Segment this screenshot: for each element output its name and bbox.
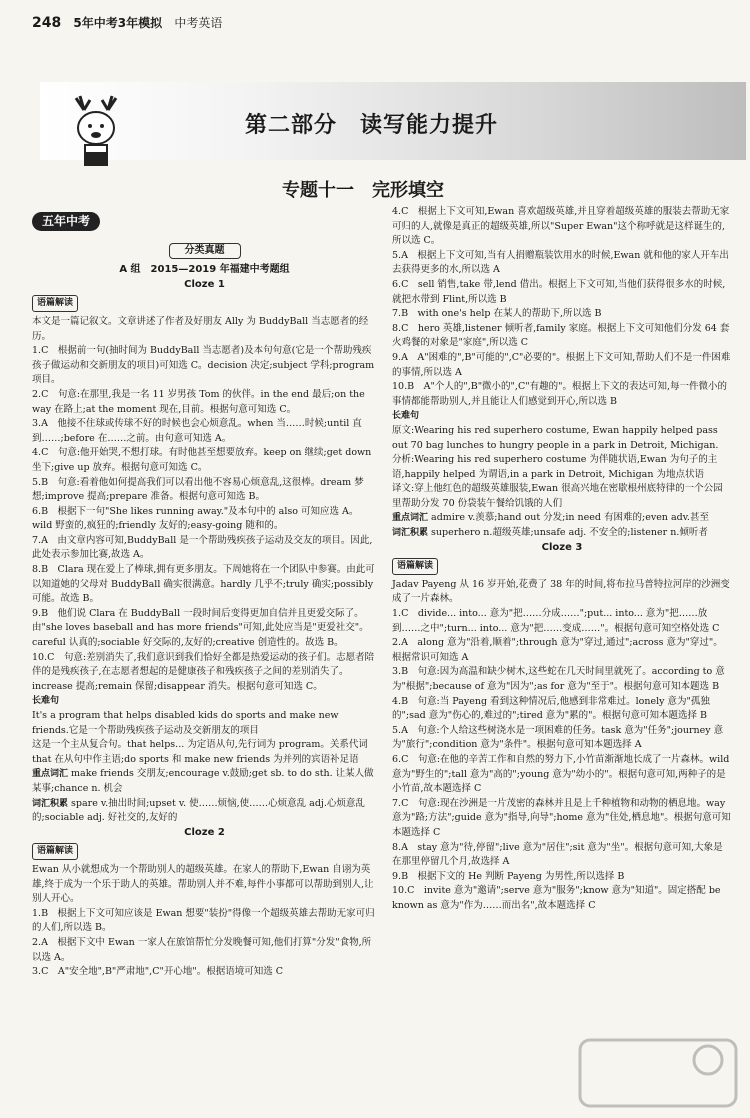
long-sentence-tag-2: 长难句	[392, 411, 420, 422]
vocab-accumulation-tag-2: 词汇积累	[392, 528, 429, 539]
vocab-accumulation: spare v.抽出时间;upset v. 使……烦恼,使……心烦意乱 adj.心烦意乱的;sociable adj. 好社交的,友好的	[32, 797, 365, 824]
passage-analysis-tag: 语篇解读	[32, 295, 78, 312]
key-vocab-2: admire v.羡慕;hand out 分发;in need 有困难的;even adv.甚至	[431, 512, 709, 524]
answer-7: 7.A 由文章内容可知,BuddyBall 是一个帮助残疾孩子运动及交友的项目。因此,此处表示参加比赛,故选 A。	[32, 534, 373, 561]
answer-3-7: 7.C 句意:现在沙洲是一片茂密的森林并且是上千种植物和动物的栖息地。way 意为"路;方法";guide 意为"指导,向导";home 意为"住处,栖息地"。根据句意可知本题选择 C	[392, 797, 731, 838]
long-sentence-tag: 长难句	[32, 696, 60, 707]
cloze-2-heading: Cloze 2	[184, 826, 225, 838]
answer-2-6: 6.C sell 销售,take 带,lend 借出。根据上下文可知,当他们获得很多水的时候,就把水带到 Flint,所以选 B	[392, 278, 726, 305]
answer-2-2: 2.A 根据下文中 Ewan 一家人在旅馆帮忙分发晚餐可知,他们打算"分发"食物,所以选 A。	[32, 936, 372, 963]
answer-8: 8.B Clara 现在爱上了棒球,拥有更多朋友。下周她将在一个团队中参赛。由此可以知道她的父母对 BuddyBall 确实很满意。hardly 几乎不;truly 确实;possibly 可能。故选 B。	[32, 564, 375, 605]
answer-3-9: 9.B 根据下文的 He 判断 Payeng 为男性,所以选择 B	[392, 870, 625, 882]
answer-3-4: 4.B 句意:当 Payeng 看到这种情况后,他感到非常难过。lonely 意为"孤独的";sad 意为"伤心的,难过的";tired 意为"累的"。根据句意可知本题选择 B	[392, 695, 710, 722]
passage-intro-3: Jadav Payeng 从 16 岁开始,花费了 38 年的时间,将布拉马普特拉河岸的沙洲变成了一片森林。	[392, 578, 730, 605]
answer-2-3: 3.C A"安全地",B"严肃地",C"开心地"。根据语境可知选 C	[32, 966, 283, 978]
answer-1: 1.C 根据前一句(抽时间为 BuddyBall 当志愿者)及本句句意(它是一个帮助残疾孩子做运动和交新朋友的项目)可知选 C。decision 决定;subject 学科;program 项目。	[32, 345, 375, 386]
key-vocab-tag: 重点词汇	[32, 769, 69, 780]
answer-3-2: 2.A along 意为"沿着,顺着";through 意为"穿过,通过";across 意为"穿过"。根据常识可知选 A	[392, 637, 723, 663]
long-sentence-original: 原文:Wearing his red superhero costume, Ewan happily helped pass out 70 bag lunches to hungry people in a park in Detroit, Michigan.	[392, 424, 719, 451]
answer-5: 5.B 句意:看着他如何提高我们可以看出他不容易心烦意乱,这很棒。dream 梦想;improve 提高;prepare 准备。根据句意可知选 B。	[32, 476, 364, 503]
answer-4: 4.C 句意:他开始哭,不想打球。有时他甚至想要放弃。keep on 继续;get down 坐下;give up 放弃。根据句意可知选 C。	[32, 447, 372, 473]
part-title: 第二部分 读写能力提升	[245, 113, 499, 138]
subject: 中考英语	[174, 16, 223, 30]
passage-intro-2: Ewan 从小就想成为一个帮助别人的超级英雄。在家人的帮助下,Ewan 自诩为英雄,终于成为一个乐于助人的英雄。帮助别人并不难,每件小事都可以帮助到别人,让别人开心。	[32, 863, 374, 905]
passage-analysis-tag-2: 语篇解读	[32, 843, 78, 860]
group-heading: A 组 2015—2019 年福建中考题组	[119, 264, 290, 276]
right-column	[392, 205, 732, 914]
answer-2: 2.C 句意:在那里,我是一名 11 岁男孩 Tom 的伙伴。in the end 最后;on the way 在路上;at the moment 现在,目前。根据句意可知选 C。	[32, 388, 365, 415]
answer-2-8: 8.C hero 英雄,listener 倾听者,family 家庭。根据上下文可知他们分发 64 套火鸡餐的对象是"家庭",所以选 C	[392, 322, 730, 349]
answer-3-5: 5.A 句意:个人给这些树浇水是一项困难的任务。task 意为"任务";journey 意为"旅行";condition 意为"条件"。根据句意可知本题选择 A	[392, 724, 724, 751]
answer-9: 9.B 他们说 Clara 在 BuddyBall 一段时间后变得更加自信并且更爱交际了。由"she loves baseball and has more friends"可知,此处应当是"更爱社交"。careful 认真的;sociable 好交际的,友好的;creative 创造性的。故选 B。	[32, 607, 369, 649]
answer-3-3: 3.B 句意:因为高温和缺少树木,这些蛇在几天时间里就死了。according to 意为"根据";because of 意为"因为";as for 意为"至于"。根据句意可知本题选 B	[392, 666, 725, 692]
passage-analysis-tag-3: 语篇解读	[392, 558, 438, 575]
answer-3-6: 6.C 句意:在他的辛苦工作和自然的努力下,小竹苗渐渐地长成了一片森林。wild 意为"野生的";tall 意为"高的";young 意为"幼小的"。根据句意可知,两种子的是小竹苗,故本题选择 C	[392, 753, 730, 795]
answer-2-5: 5.A 根据上下文可知,当有人捐赠瓶装饮用水的时候,Ewan 就和他的家人开车出去获得更多的水,所以选 A	[392, 249, 729, 276]
answer-2-7: 7.B with one's help 在某人的帮助下,所以选 B	[392, 308, 602, 320]
answer-2-4: 4.C 根据上下文可知,Ewan 喜欢超级英雄,并且穿着超级英雄的服装去帮助无家可归的人,就像是真正的超级英雄,所以"Super Ewan"这个称呼就是这样诞生的,所以选 C。	[392, 206, 730, 247]
page-header	[32, 14, 222, 31]
left-column	[32, 212, 377, 980]
page-number: 248	[32, 15, 62, 31]
answer-2-1: 1.B 根据上下文可知应该是 Ewan 想要"装扮"得像一个超级英雄去帮助无家可归的人们,所以选 B。	[32, 907, 375, 934]
answer-3: 3.A 他接不住球或传球不好的时候也会心烦意乱。when 当……时候;until 直到……;before 在……之前。由句意可知选 A。	[32, 418, 362, 444]
book-title: 5年中考3年模拟	[73, 16, 163, 30]
answer-2-9: 9.A A"困难的",B"可能的",C"必要的"。根据上下文可知,帮助人们不是一件困难的事情,所以选 A	[392, 351, 731, 378]
answer-6: 6.B 根据下一句"She likes running away."及本句中的 also 可知应选 A。wild 野蛮的,疯狂的;friendly 友好的;easy-going 随和的。	[32, 505, 359, 532]
topic-title: 专题十一 完形填空	[282, 180, 444, 201]
answer-2-10: 10.B A"个人的",B"微小的",C"有趣的"。根据上下文的表达可知,每一件微小的事情都能帮助别人,并且能让人们感觉到开心,所以选 B	[392, 381, 727, 407]
reindeer-mascot-icon	[56, 90, 136, 170]
answer-3-8: 8.A stay 意为"待,停留";live 意为"居住";sit 意为"坐"。根据句意可知,大象是在那里停留几个月,故选择 A	[392, 841, 723, 868]
key-vocab: make friends 交朋友;encourage v.鼓励;get sb. to do sth. 让某人做某事;chance n. 机会	[32, 768, 374, 794]
long-sentence-translation: 译文:穿上他红色的超级英雄服装,Ewan 很高兴地在密歇根州底特律的一个公园里帮助分发 70 份袋装午餐给饥饿的人们	[392, 483, 723, 509]
answer-3-10: 10.C invite 意为"邀请";serve 意为"服务";know 意为"知道"。固定搭配 be known as 意为"作为……而出名",故本题选择 C	[392, 885, 721, 911]
answer-3-1: 1.C divide... into... 意为"把……分成……";put... into... 意为"把……放到……之中";turn... into... 意为"把……变成……"。根据句意可知空格处选 C	[392, 608, 720, 634]
passage-intro: 本文是一篇记叙文。文章讲述了作者及好朋友 Ally 为 BuddyBall 当志愿者的经历。	[32, 315, 369, 342]
five-year-badge: 五年中考	[32, 212, 100, 231]
category-label: 分类真题	[169, 243, 241, 260]
key-vocab-tag-2: 重点词汇	[392, 513, 429, 524]
long-sentence-analysis: 分析:Wearing his red superhero costume 为伴随状语,Ewan 为句子的主语,happily helped 为谓语,in a park in Detroit, Michigan 为地点状语	[392, 454, 718, 480]
watermark-logo-icon	[578, 1038, 738, 1108]
cloze-3-heading: Cloze 3	[541, 541, 583, 553]
vocab-accumulation-tag: 词汇积累	[32, 798, 69, 809]
cloze-1-heading: Cloze 1	[184, 278, 225, 290]
long-sentence-note: 这是一个主从复合句。that helps... 为定语从句,先行词为 program。关系代词 that 在从句中作主语;do sports 和 make new friends 为并列的宾语补足语	[32, 739, 368, 765]
answer-10: 10.C 句意:差别消失了,我们意识到我们恰好全都是热爱运动的孩子们。志愿者陪伴的是残疾孩子,在志愿者想起的是健康孩子和残疾孩子之间的差别消失了。increase 提高;remain 保留;disappear 消失。根据句意可知选 C。	[32, 651, 375, 692]
long-sentence: It's a program that helps disabled kids do sports and make new friends.它是一个帮助残疾孩子运动及交新朋友的项目	[32, 710, 339, 736]
vocab-accumulation-2: superhero n.超级英雄;unsafe adj. 不安全的;listener n.倾听者	[431, 527, 708, 539]
